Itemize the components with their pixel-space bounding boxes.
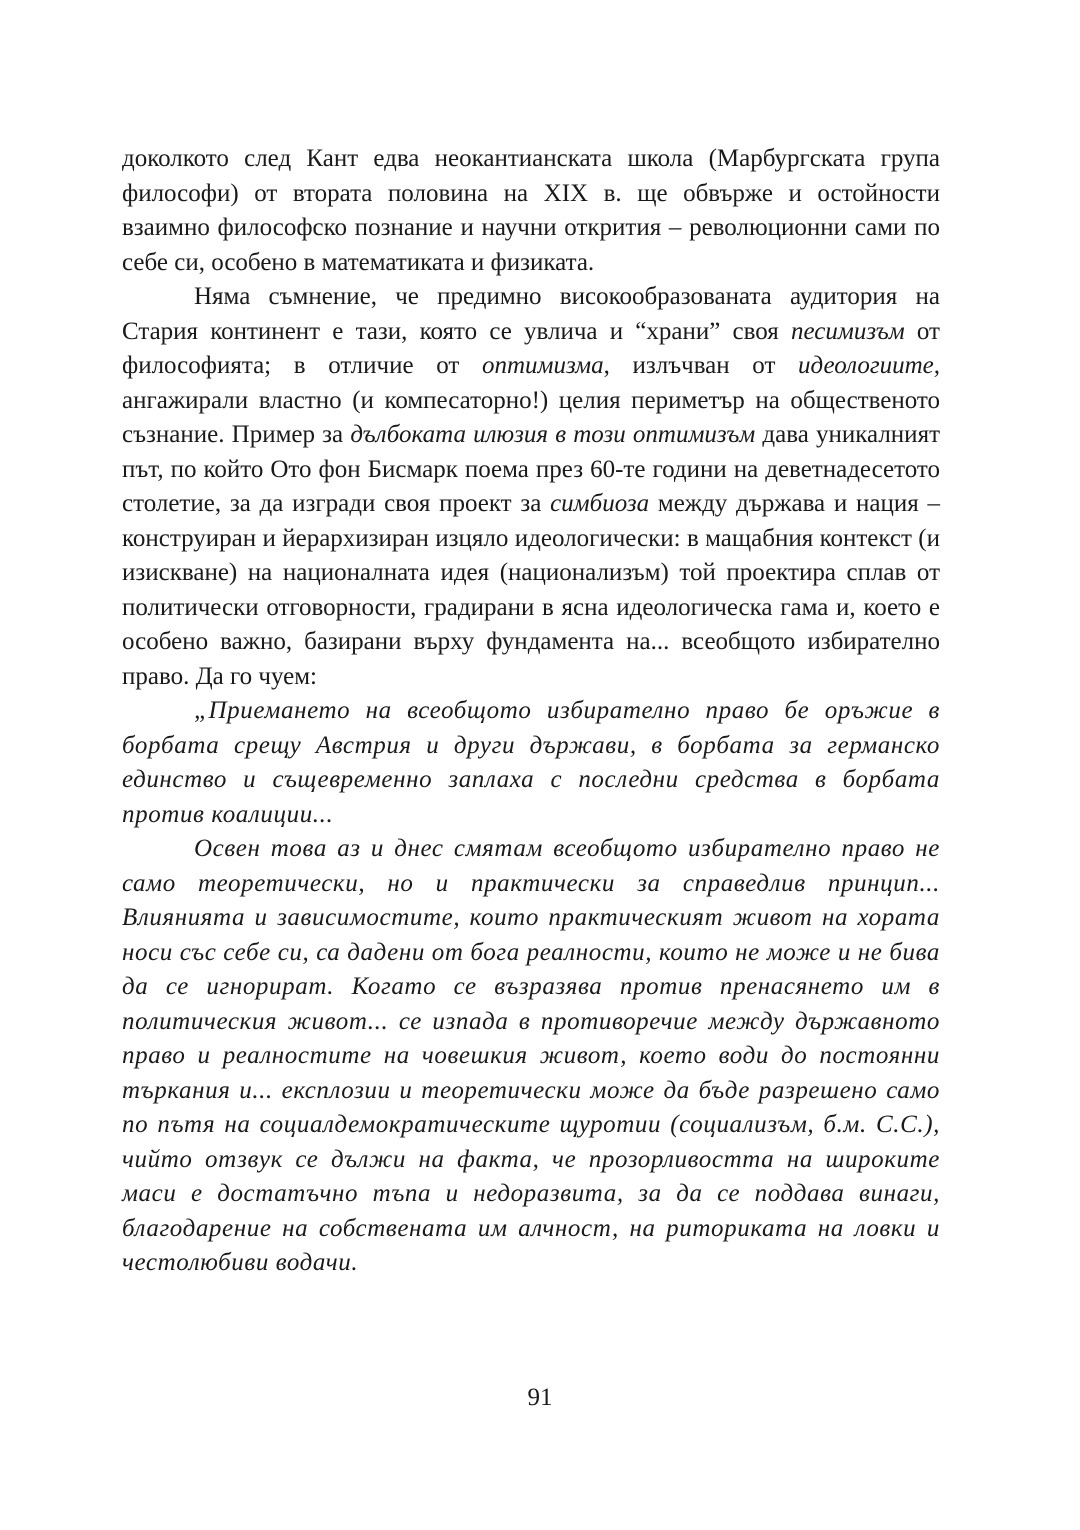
italic-phrase: песимизъм [791, 317, 905, 345]
italic-phrase: идеологиите, [798, 352, 940, 379]
page-number: 91 [527, 1384, 553, 1411]
text-run: от философията; в отличие от [122, 317, 940, 379]
text-run: между държава и нация – конструиран и йерархизиран изцяло идеологически: в мащабния контекст (и изискване) на националната идея (национализъм) той проектира сплав от политически отговорности, градирани в ясна идеологическа гама и, което е особено важно, базирани върху фундамента на... всеобщото избирателно право. Да го чуем: [122, 490, 940, 690]
quote-paragraph-1: „Приемането на всеобщото избирателно право бе оръжие в борбата срещу Австрия и други държави, в борбата за германско единство и същевременно заплаха с последни средства в борбата против коалиции... [122, 697, 940, 828]
text-run: , излъчван от [603, 352, 799, 379]
italic-phrase: оптимизма [481, 352, 604, 379]
quote-paragraph-2: Освен това аз и днес смятам всеобщото избирателно право не само теоретически, но и практически за справедлив принцип... Влиянията и зависимостите, които практическият живот на хората носи със себе си, са дадени от бога реалности, които не може и не бива да се игнорират. Когато се възразява против пренасянето им в политическия живот... се изпада в противоречие между държавното право и реалностите на човешкия живот, което води до постоянни търкания и... експлозии и теоретически може да бъде разрешено само по пътя на социалдемократическите щуротии (социализъм, б.м. С.С.), чийто отзвук се дължи на факта, че прозорливостта на широките маси е достатъчно тъпа и недоразвита, за да се поддава винаги, благодарение на собствената им алчност, на риториката на ловки и честолюбиви водачи. [122, 835, 940, 1276]
text-run: дава уникалният път, по който Ото фон Бисмарк поема през 60-те години на деветнадесетото столетие, за да изгради своя проект за [122, 421, 940, 517]
body-text [122, 142, 940, 1281]
text-run: Няма съмнение, че предимно високообразованата аудитория на Стария континент е тази, която се увлича и “храни” своя [122, 283, 940, 345]
paragraph-2 [122, 280, 940, 694]
text-run: доколкото след Кант едва неокантианската школа (Марбургската група философи) от втората половина на XIX в. ще обвърже и остойности взаимно философско познание и научни открития – революционни сами по себе си, особено в математиката и физиката. [122, 145, 940, 276]
italic-phrase: дълбоката илюзия в този оптимизъм [350, 421, 756, 448]
italic-phrase: симбиоза [550, 490, 650, 517]
paragraph-1 [122, 142, 940, 280]
text-run: ангажирали властно (и компесаторно!) целия периметър на общественото съзнание. Пример за [122, 386, 940, 448]
